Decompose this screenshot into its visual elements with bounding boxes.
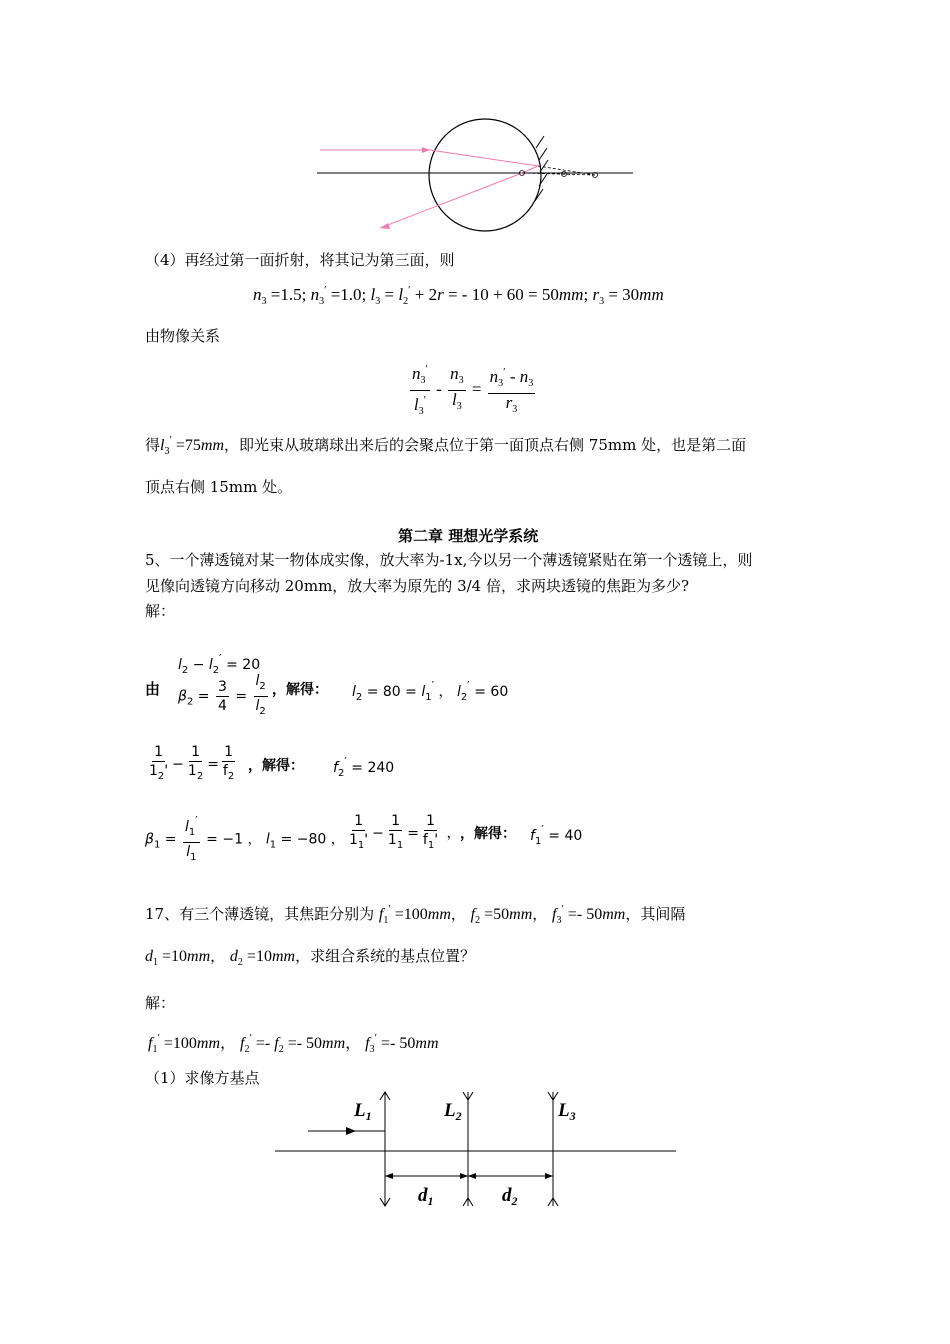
three-lens-diagram [270, 1088, 685, 1213]
problem17-solution-line: $f_1' =100mm$， $f_2' =- f_2 =- 50mm$， $f_3' =- 50mm$ [148, 1032, 439, 1055]
object-image-relation-label: 由物像关系 [145, 327, 221, 345]
eq-result-f1: $f_1' = 40$ [530, 823, 583, 847]
step4-result-line: 得$l_3' =75mm$，即光束从玻璃球出来后的会聚点位于第一面顶点右侧 75mm 处，也是第二面 [145, 434, 747, 457]
eq-lens2-formula: $\frac{1}{1_2'}$ − $\frac{1}{1_2}$ = $\frac{1}{f_2}$ [149, 744, 235, 782]
eq-result-1: $l_2 = 80 = l_1'$ ， $l_2' = 60$ [352, 679, 509, 703]
problem5-line1: 5、一个薄透镜对某一物体成实像，放大率为-1x,今以另一个薄透镜紧贴在第一个透镜上，则 [145, 551, 753, 569]
ball-ray-diagram [300, 110, 650, 240]
problem17-intro: 17、有三个薄透镜，其焦距分别为 [145, 905, 375, 923]
label-d2: $d_2$ [502, 1185, 518, 1208]
beta2-num: 3 [217, 679, 227, 695]
eq-l2-diff: $l_2 - l_2' = 20$ [178, 652, 261, 676]
problem17-question: ，求组合系统的基点位置？ [295, 947, 476, 965]
step4-result-line2: 顶点右侧 15mm 处。 [145, 478, 293, 496]
gap-text: ，其间隔 [625, 905, 686, 923]
glass-ball [429, 119, 541, 231]
label-L2: $L_2$ [444, 1100, 462, 1123]
step4-intro: （4）再经过第一面折射，将其记为第三面，则 [145, 251, 455, 269]
lens-L2 [463, 1092, 473, 1206]
problem17-line1: 17、有三个薄透镜，其焦距分别为 $f_1' =100mm$， $f_2 =50mm$， $f_3' =- 50mm$，其间隔 [145, 903, 686, 926]
mirror-hatch [535, 136, 548, 201]
label-L1: $L_1$ [354, 1100, 372, 1123]
problem5-line2: 见像向透镜方向移动 20mm，放大率为原先的 3/4 倍，求两块透镜的焦距为多少? [145, 577, 690, 595]
lens-L3 [548, 1092, 558, 1206]
problem17-line2: $d_1 =10mm$， $d_2 =10mm$，求组合系统的基点位置？ [145, 947, 476, 968]
eq-beta2: $\beta_2$ = $\frac{3}{4}$ = $\frac{l_2}{l_2}$ [178, 673, 266, 717]
beta2-den: 4 [217, 698, 227, 714]
label-L3: $L_3$ [558, 1100, 576, 1123]
step1-label: （1）求像方基点 [145, 1069, 260, 1087]
you-label: 由 [145, 680, 161, 698]
chapter-title: 第二章 理想光学系统 [398, 527, 539, 545]
result-text: ，即光束从玻璃球出来后的会聚点位于第一面顶点右侧 75mm 处，也是第二面 [224, 436, 747, 454]
problem17-solution-label: 解： [145, 994, 176, 1012]
eq-result-f2: $f_2' = 240$ [333, 755, 395, 779]
result-prefix: 得 [145, 436, 161, 454]
jiede-label-2: ，解得： [248, 758, 304, 774]
refraction-equation: $\frac{n_3'}{l_3'}$ - $\frac{n_3}{l_3}$ = $\frac{n_3' - n_3}{r_3}$ [408, 360, 537, 421]
eq-lens1-formula: $\frac{1}{1_1'}$ − $\frac{1}{1_1}$ = $\frac{1}{f_1'}$ ， [349, 813, 461, 851]
jiede-label-1: ，解得： [272, 682, 328, 698]
jiede-label-3: ，解得： [460, 826, 516, 842]
label-d1: $d_1$ [418, 1185, 434, 1208]
step4-given-equation: $n_3 =1.5$; $n_3' =1.0$; $l_3 = l_2' + 2r$ = - 10 + 60 = 50mm; $r_3 = 30mm$ [253, 284, 664, 307]
eq-beta1: $\beta_1$ = $\frac{l_1'}{l_1}$ = −1 ， $l_1 = -80$ ， [145, 814, 345, 863]
lens-L1 [380, 1092, 390, 1206]
problem5-solution-label: 解： [145, 602, 176, 620]
